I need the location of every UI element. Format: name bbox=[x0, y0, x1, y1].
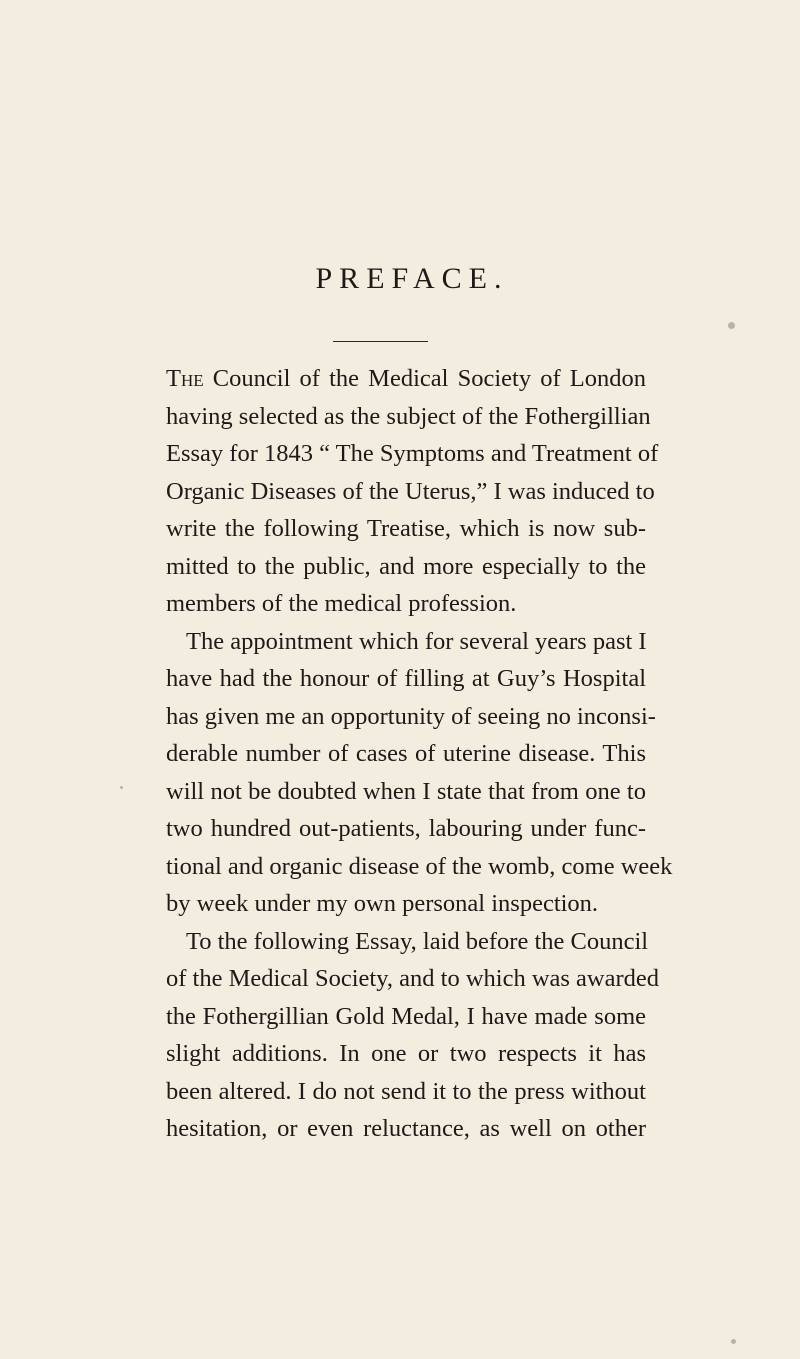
paper-speck bbox=[731, 1339, 736, 1344]
text-line: write the following Treatise, which is now sub- bbox=[166, 515, 646, 542]
text-line: mitted to the public, and more especially to the bbox=[166, 552, 646, 580]
text-line: the Fothergillian Gold Medal, I have made some bbox=[166, 1002, 646, 1030]
text-line: will not be doubted when I state that from one to bbox=[166, 777, 646, 805]
text-line: of the Medical Society, and to which was awarded bbox=[166, 965, 660, 992]
text-line: Essay for 1843 “ The Symptoms and Treatment of bbox=[166, 440, 659, 467]
text-line: two hundred out-patients, labouring under func- bbox=[166, 815, 646, 842]
paragraph-3 bbox=[166, 923, 660, 1148]
text-line: tional and organic disease of the womb, come week bbox=[166, 852, 673, 880]
text-line: members of the medical profession. bbox=[166, 590, 517, 617]
text-line: by week under my own personal inspection. bbox=[166, 890, 599, 917]
text-line: hesitation, or even reluctance, as well on other bbox=[166, 1115, 646, 1142]
paper-speck bbox=[728, 322, 735, 329]
text-line: have had the honour of filling at Guy’s Hospital bbox=[166, 665, 646, 692]
small-caps-opening-word: The bbox=[166, 365, 204, 392]
text-line: having selected as the subject of the Fothergillian bbox=[166, 402, 651, 430]
preface-body bbox=[166, 360, 673, 1148]
text-line: The appointment which for several years past I bbox=[186, 627, 647, 655]
heading-rule bbox=[333, 341, 428, 342]
paragraph-1 bbox=[166, 360, 659, 623]
text-line: To the following Essay, laid before the Council bbox=[186, 927, 649, 955]
preface-heading: PREFACE. bbox=[315, 262, 509, 295]
text-line: derable number of cases of uterine disease. This bbox=[166, 740, 646, 767]
text-line: been altered. I do not send it to the press without bbox=[166, 1077, 646, 1105]
text-line: slight additions. In one or two respects it has bbox=[166, 1040, 646, 1067]
paragraph-2 bbox=[166, 623, 673, 923]
text-line: Organic Diseases of the Uterus,” I was induced to bbox=[166, 477, 655, 505]
text-line: has given me an opportunity of seeing no inconsi- bbox=[166, 702, 656, 730]
paper-speck bbox=[120, 786, 123, 789]
text-line: The Council of the Medical Society of London bbox=[166, 365, 646, 392]
